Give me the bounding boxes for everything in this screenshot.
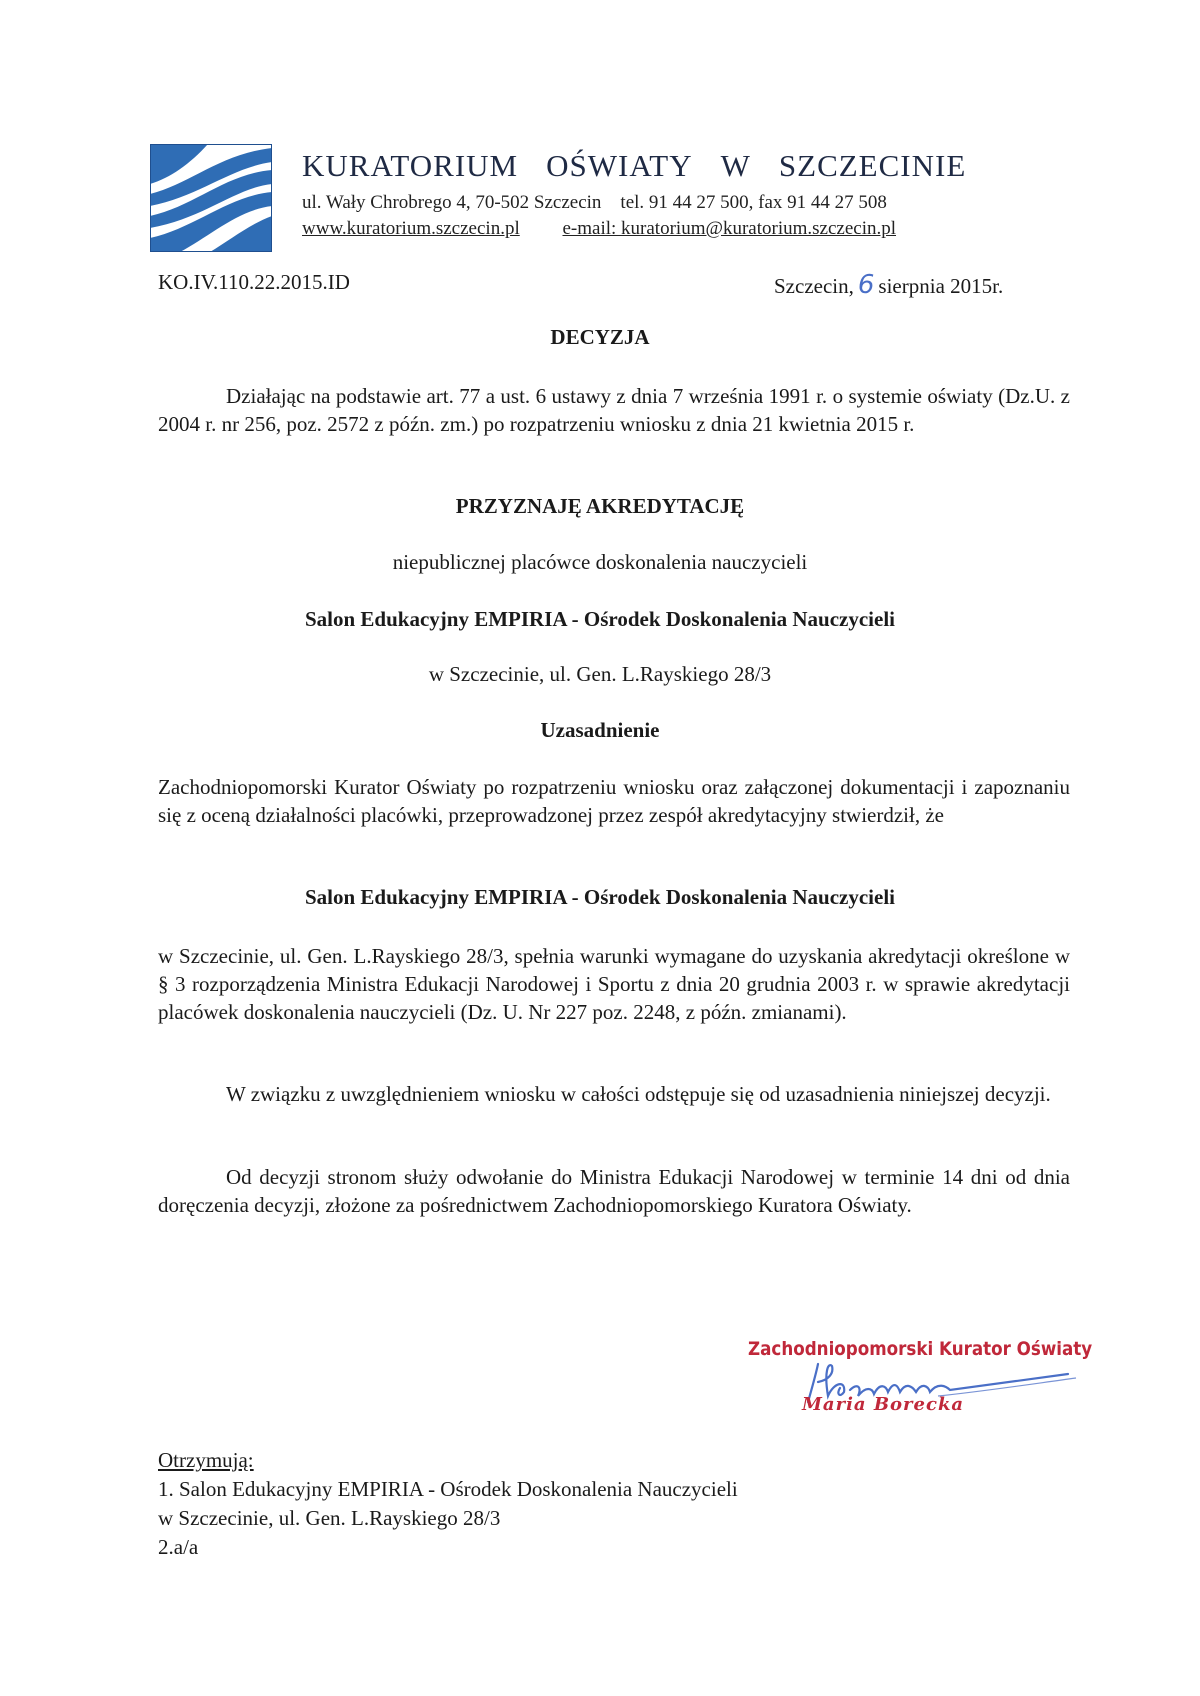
- institution-name: Salon Edukacyjny EMPIRIA - Ośrodek Doskonalenia Nauczycieli: [304, 607, 896, 631]
- institution-address: w Szczecinie, ul. Gen. L.Rayskiego 28/3: [428, 662, 772, 686]
- org-address-line: [302, 192, 887, 214]
- date-place: Szczecin,: [774, 274, 854, 298]
- org-word: SZCZECINIE: [778, 148, 967, 183]
- org-word: OŚWIATY: [546, 148, 693, 183]
- place-date: [774, 270, 1003, 300]
- appeal-paragraph: Od decyzji stronom służy odwołanie do Ministra Edukacji Narodowej w terminie 14 dni od dnia doręczenia decyzji, złożone za pośrednictwem Zachodniopomorskiego Kuratora Oświaty.: [158, 1165, 1070, 1217]
- wave-logo-icon: [150, 144, 272, 252]
- org-contact-line: [302, 218, 896, 240]
- justification-conditions: w Szczecinie, ul. Gen. L.Rayskiego 28/3, spełnia warunki wymagane do uzyskania akredytacji określone w § 3 rozporządzenia Ministra Edukacji Narodowej i Sportu z dnia 20 grudnia 2003 r. w sprawie akredytacji placówek doskonalenia nauczycieli (Dz. U. Nr 227 poz. 2248, z późn. zmianami).: [158, 944, 1070, 1024]
- decision-heading: PRZYZNAJĘ AKREDYTACJĘ: [455, 494, 745, 518]
- intro-paragraph: Działając na podstawie art. 77 a ust. 6 ustawy z dnia 7 września 1991 r. o systemie oświaty (Dz.U. z 2004 r. nr 256, poz. 2572 z późn. zm.) po rozpatrzeniu wniosku z dnia 21 kwietnia 2015 r.: [158, 384, 1070, 436]
- recipient-item: 1. Salon Edukacyjny EMPIRIA - Ośrodek Doskonalenia Nauczycieli: [158, 1477, 738, 1501]
- date-day: 6: [857, 270, 875, 300]
- org-word: W: [720, 148, 751, 183]
- email-link[interactable]: e-mail: kuratorium@kuratorium.szczecin.pl: [562, 218, 897, 239]
- recipients-heading: Otrzymują:: [158, 1448, 254, 1472]
- reference-number: KO.IV.110.22.2015.ID: [158, 270, 350, 294]
- justification-waiver: W związku z uwzględnieniem wniosku w całości odstępuje się od uzasadnienia niniejszej decyzji.: [226, 1082, 1051, 1106]
- justification-paragraph: Zachodniopomorski Kurator Oświaty po rozpatrzeniu wniosku oraz załączonej dokumentacji i zapoznaniu się z oceną działalności placówki, przeprowadzonej przez zespół akredytacyjny stwierdził, że: [158, 775, 1070, 827]
- institution-type: niepublicznej placówce doskonalenia nauczycieli: [392, 550, 808, 574]
- org-word: KURATORIUM: [302, 148, 519, 183]
- justification-heading: Uzasadnienie: [540, 718, 660, 742]
- org-phone-fax: tel. 91 44 27 500, fax 91 44 27 508: [620, 192, 887, 213]
- organization-name: [302, 148, 966, 184]
- official-stamp: [748, 1338, 1093, 1438]
- stamp-name: Maria Borecka: [802, 1394, 965, 1415]
- recipient-item: 2.a/a: [158, 1535, 199, 1559]
- website-link[interactable]: www.kuratorium.szczecin.pl: [302, 218, 520, 239]
- recipient-item: w Szczecinie, ul. Gen. L.Rayskiego 28/3: [158, 1506, 501, 1530]
- recipients-list: [158, 1446, 738, 1562]
- justification-institution-name: Salon Edukacyjny EMPIRIA - Ośrodek Doskonalenia Nauczycieli: [304, 885, 896, 909]
- date-rest: sierpnia 2015r.: [878, 274, 1004, 298]
- document-title: DECYZJA: [550, 325, 650, 349]
- stamp-title: Zachodniopomorski Kurator Oświaty: [748, 1338, 1093, 1360]
- org-address: ul. Wały Chrobrego 4, 70-502 Szczecin: [302, 192, 602, 213]
